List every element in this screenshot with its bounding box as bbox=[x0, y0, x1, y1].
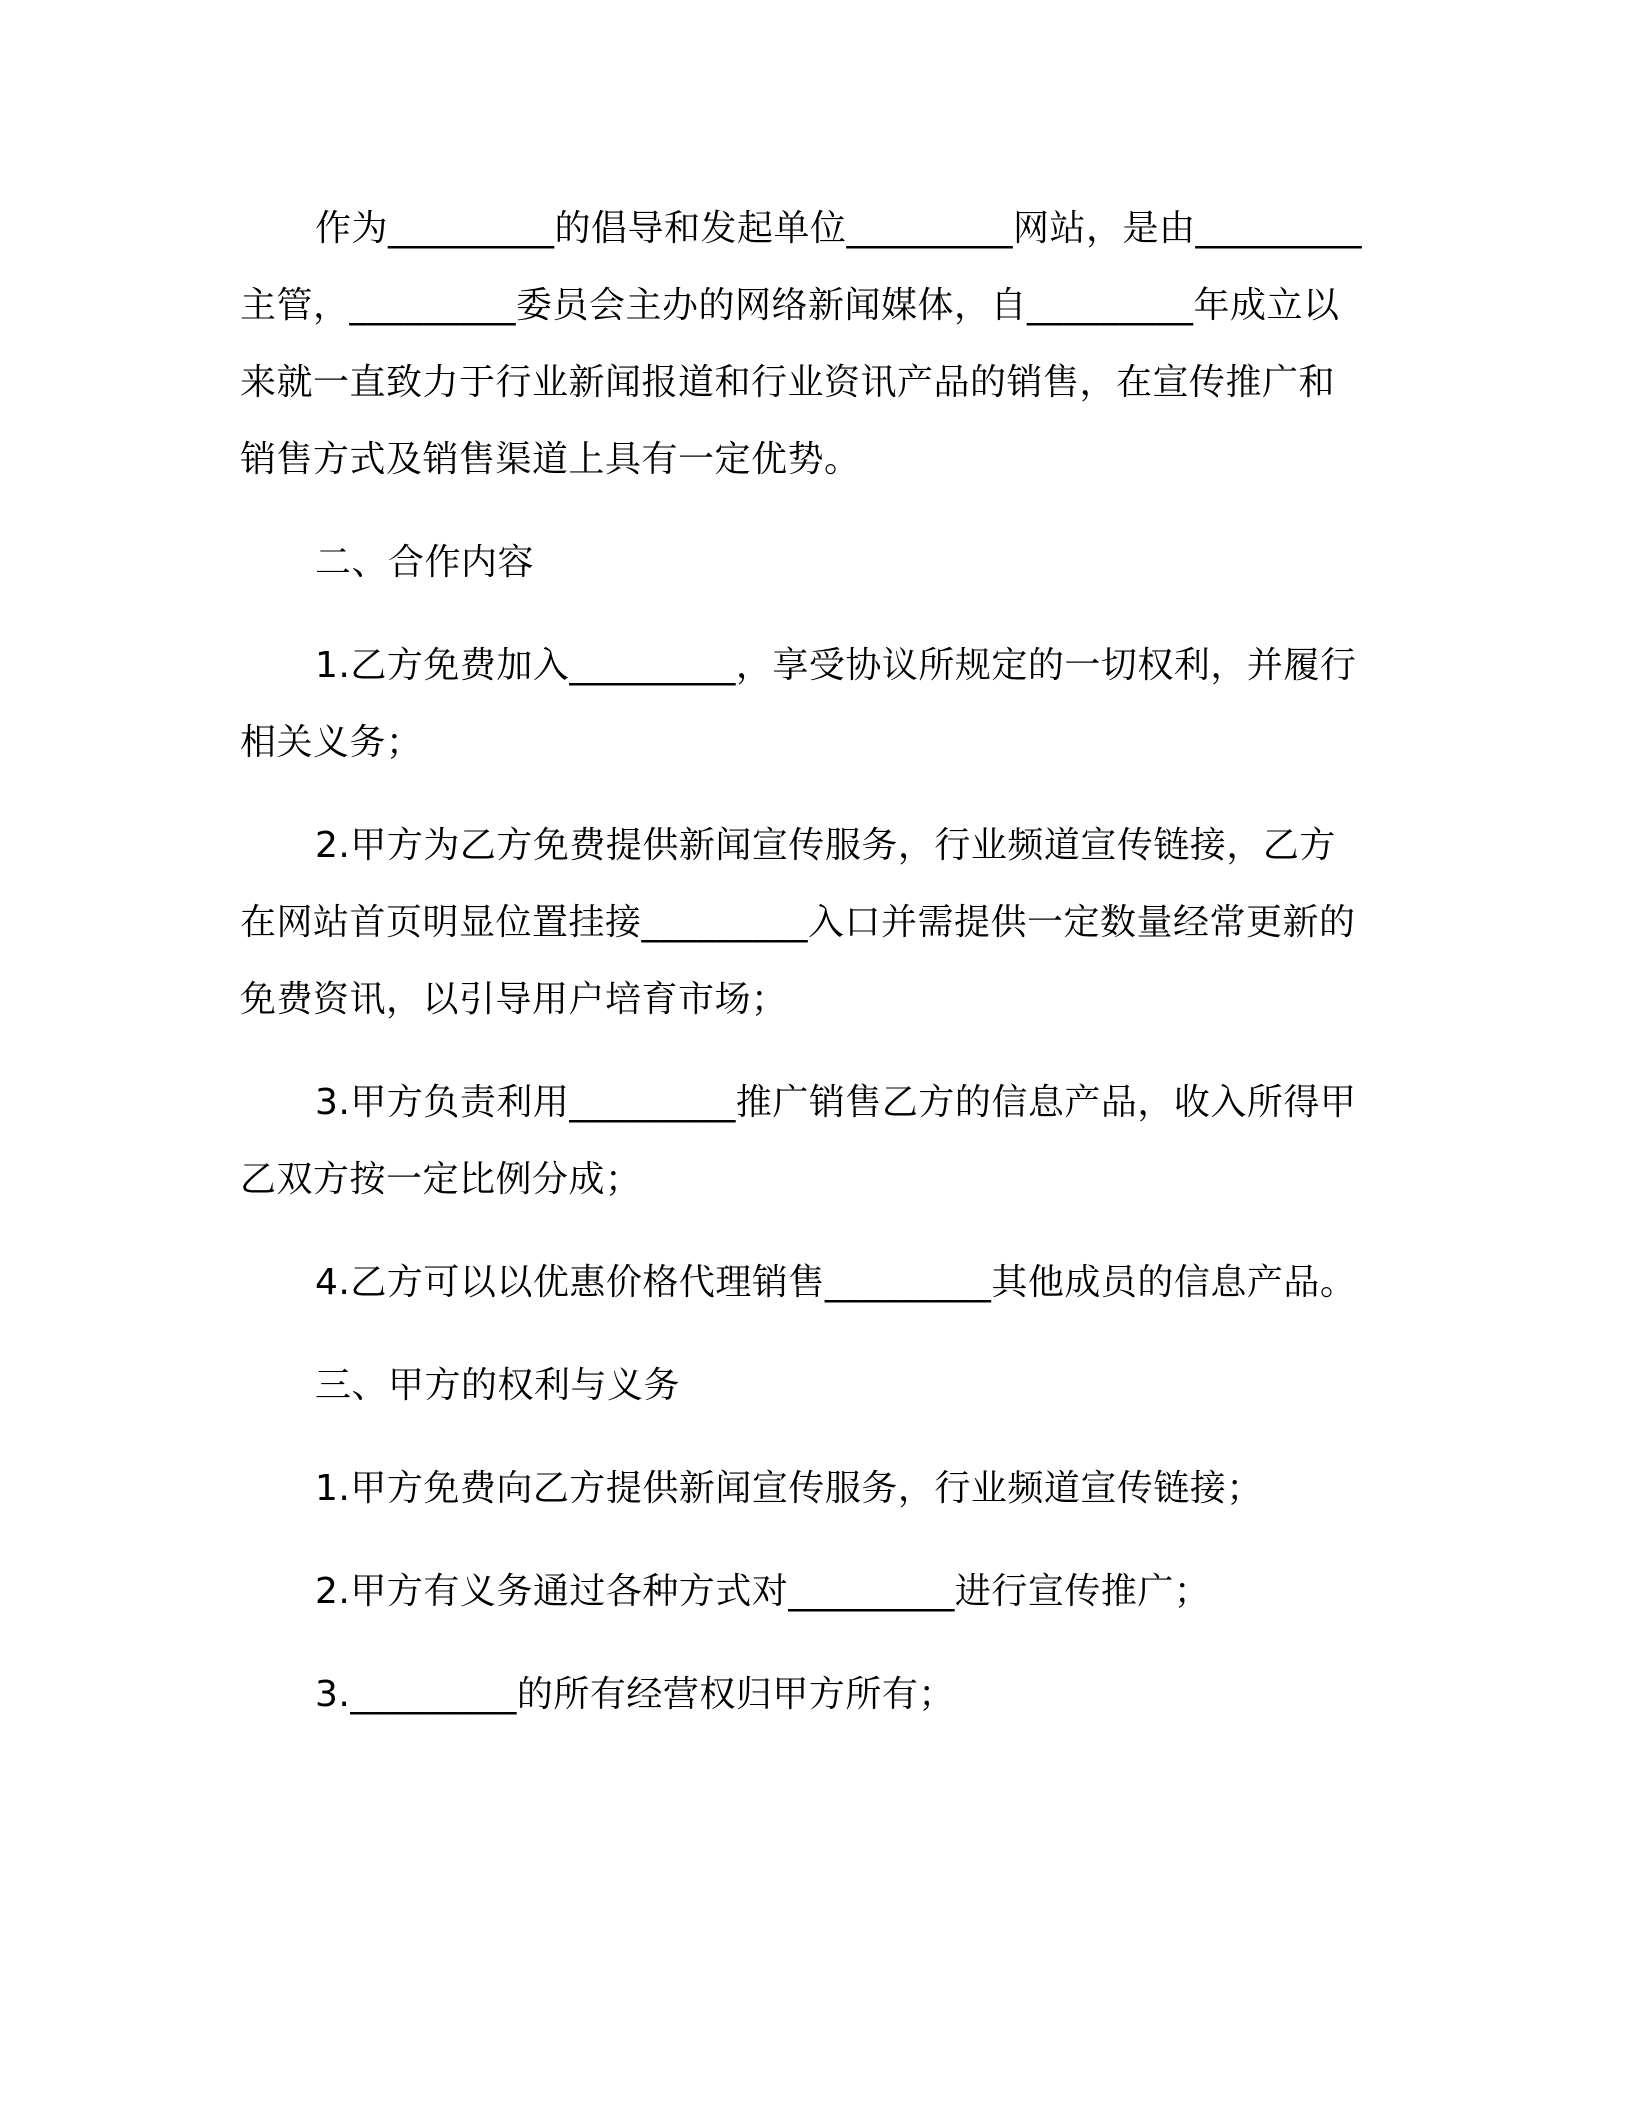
clause-paragraph: 2.甲方有义务通过各种方式对_________进行宣传推广； bbox=[315, 1571, 1211, 1612]
clause-paragraph: 4.乙方可以以优惠价格代理销售_________其他成员的信息产品。 bbox=[315, 1262, 1357, 1303]
clause-paragraph: 3._________的所有经营权归甲方所有； bbox=[315, 1674, 955, 1715]
section-heading-cooperation-content: 二、合作内容 bbox=[315, 542, 535, 583]
clause-paragraph: 1.乙方免费加入_________，享受协议所规定的一切权利，并履行相关义务； bbox=[240, 645, 1357, 763]
document-body bbox=[240, 190, 1365, 1759]
clause-paragraph: 2.甲方为乙方免费提供新闻宣传服务，行业频道宣传链接，乙方在网站首页明显位置挂接_________入口并需提供一定数量经常更新的免费资讯，以引导用户培育市场； bbox=[240, 825, 1356, 1020]
clause-paragraph: 3.甲方负责利用_________推广销售乙方的信息产品，收入所得甲乙双方按一定比例分成； bbox=[240, 1082, 1357, 1200]
clause-paragraph: 1.甲方免费向乙方提供新闻宣传服务，行业频道宣传链接； bbox=[315, 1468, 1263, 1509]
section-heading-party-a-rights: 三、甲方的权利与义务 bbox=[315, 1365, 681, 1406]
intro-paragraph: 作为_________的倡导和发起单位_________网站，是由_________主管，_________委员会主办的网络新闻媒体，自_________年成立以来就一直致力于行业新闻报道和行业资讯产品的销售，在宣传推广和销售方式及销售渠道上具有一定优势。 bbox=[240, 208, 1363, 480]
